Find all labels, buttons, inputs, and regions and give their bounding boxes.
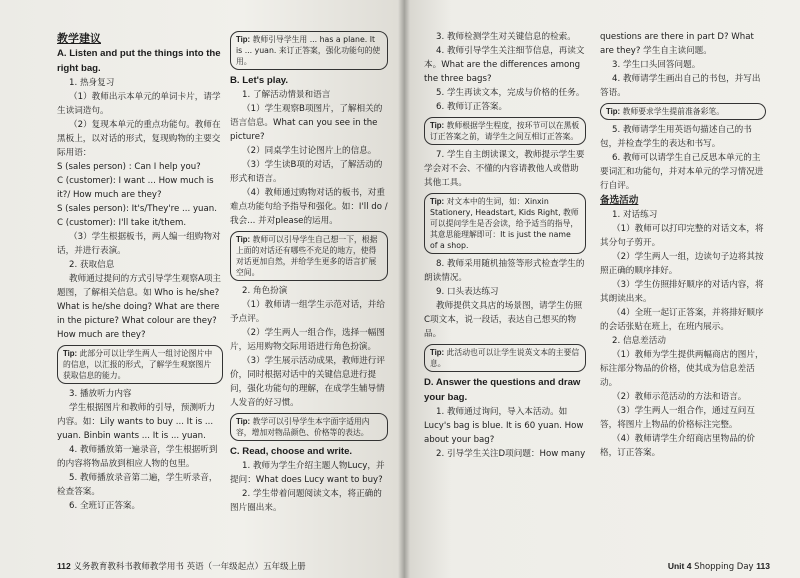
paragraph: 2. 引导学生关注D项问题：How many (436, 449, 586, 459)
dialogue-line: C (customer): I'll take it/them. (57, 218, 187, 228)
paragraph: （2）同桌学生讨论图片上的信息。 (242, 146, 377, 156)
tip-box (57, 345, 223, 384)
tip-label: Tip: (606, 107, 621, 116)
paragraph: 1. 教师为学生介绍主题人物Lucy，并提问：What does Lucy want to buy? (230, 461, 385, 485)
paragraph: （2）教师示范活动的方法和语言。 (612, 392, 747, 402)
paragraph: （1）教师出示本单元的单词卡片，请学生读词造句。 (57, 92, 221, 116)
tip-label: Tip: (430, 197, 445, 206)
paragraph: （4）教师请学生介绍商店里物品的价格，订正答案。 (600, 434, 755, 458)
section-c-heading: C. Read, choose and write. (230, 446, 353, 457)
tip-label: Tip: (63, 349, 78, 358)
dialogue-line: S (sales person) : Can I help you? (57, 162, 201, 172)
paragraph: （2）复现本单元的重点功能句。教师在黑板上，以对话的形式，复现购物的主要交际用语： (57, 120, 221, 158)
left-column-1 (57, 32, 223, 513)
tip-label: Tip: (430, 348, 445, 357)
unit-title: Shopping Day (694, 562, 754, 572)
paragraph: 1. 教师通过询问，导入本活动。如 Lucy's bag is blue. It is 60 yuan. How about your bag? (424, 407, 584, 445)
right-page (404, 0, 800, 578)
paragraph: （3）学生展示活动成果，教师进行评价，同时根据对话中的关键信息进行提问，强化功能句的理解，在成学生辅导情人发音的好习惯。 (230, 356, 385, 408)
paragraph: 1. 了解活动情景和语言 (242, 90, 331, 100)
section-b-heading: B. Let's play. (230, 75, 289, 86)
section-d-heading: D. Answer the questions and draw your bag. (424, 377, 581, 403)
right-column-2 (600, 30, 766, 460)
paragraph: （1）教师为学生提供两幅商店的图片，标注部分物品的价格，使其成为信息差活动。 (600, 350, 764, 388)
paragraph: （3）学生两人一组合作，通过互问互答，将图片上物品的价格标注完整。 (600, 406, 755, 430)
book-title: 义务教育教科书教师教学用书 英语（一年级起点）五年级上册 (73, 562, 306, 572)
tip-box (424, 344, 586, 372)
paragraph: 5. 教师请学生用英语句描述自己的书包，并检查学生的表达和书写。 (600, 125, 752, 149)
paragraph: 2. 学生带着问题阅读文本，将正确的图片圈出来。 (230, 489, 382, 513)
section-a-heading: A. Listen and put the things into the right bag. (57, 48, 221, 74)
paragraph: （4）教师通过购物对话的板书，对重难点功能句给予指导和强化。如：I'll do / 我会... 并对please的运用。 (230, 188, 388, 226)
paragraph: （2）学生两人一组合作，选择一幅图片，运用购物交际用语进行角色扮演。 (230, 328, 385, 352)
paragraph: 9. 口头表达练习 (436, 287, 499, 297)
tip-text: 教师要求学生提前准备彩笔。 (622, 107, 724, 116)
paragraph: 4. 教师播放第一遍录音，学生根据听到的内容将物品放到相应人物的包里。 (57, 445, 218, 469)
tip-text: 教师根据学生程度，按环节可以在黑板订正答案之前，请学生之间互相订正答案。 (430, 121, 580, 141)
paragraph: 1. 对话练习 (612, 210, 658, 220)
tip-box (230, 31, 388, 70)
left-column-2 (230, 28, 388, 515)
paragraph: 6. 全班订正答案。 (69, 501, 141, 511)
book-spine-shadow (398, 0, 410, 578)
paragraph: 4. 教师请学生画出自己的书包，并写出答语。 (600, 74, 761, 98)
tip-text: 此部分可以让学生两人一组讨论图片中的信息，以汇报的形式，了解学生观察图片获取信息的能力。 (63, 349, 213, 380)
alternative-activities-heading: 备选活动 (600, 195, 639, 206)
tip-box (424, 193, 586, 254)
paragraph: （2）学生两人一组，边读句子边将其按照正确的顺序排好。 (600, 252, 764, 276)
tip-box (230, 413, 388, 441)
paragraph: 6. 教师可以请学生自己反思本单元的主要词汇和功能句，并对本单元的学习情况进行自评。 (600, 153, 764, 191)
tip-box (424, 117, 586, 145)
tip-text: 教师可以引导学生自己想一下，根据上面的对话还有哪些不充足的地方，使得对话更加自然，并给学生更多的语言扩展空间。 (236, 235, 378, 277)
paragraph: 学生根据图片和教师的引导，预测听力内容。如：Lily wants to buy ... It is ... yuan. Binbin wants ... It is ... yuan. (57, 403, 216, 441)
paragraph: 8. 教师采用随机抽签等形式检查学生的朗读情况。 (424, 259, 585, 283)
paragraph: 3. 学生口头回答问题。 (612, 60, 701, 70)
paragraph: 2. 获取信息 (69, 260, 115, 270)
paragraph: （1）学生观察B项图片，了解相关的语言信息。What can you see in the picture? (230, 104, 383, 142)
paragraph: 4. 教师引导学生关注细节信息，再读文本。What are the differences among the three bags? (424, 46, 585, 84)
paragraph: 2. 信息差活动 (612, 336, 666, 346)
paragraph: 3. 教师检测学生对关键信息的检索。 (436, 32, 576, 42)
unit-label: Unit 4 (667, 561, 692, 571)
left-page-footer (57, 560, 306, 572)
paragraph: （3）学生仿照排好顺序的对话内容，将其朗读出来。 (600, 280, 764, 304)
page-number: 113 (756, 561, 770, 571)
paragraph: （3）学生根据板书，两人编一组购物对话，并进行表演。 (57, 232, 221, 256)
paragraph: （1）教师可以打印完整的对话文本，将其分句子剪开。 (600, 224, 764, 248)
tip-text: 对文本中的生词，如：Xinxin Stationery, Headstart, Kids Right, 教师可以提问学生是否会读，给予适当的指导，其意思能理解即可：It is just the name of a shop. (430, 197, 579, 250)
paragraph: 教师提供文具店的场景图，请学生仿照C项文本，说一段话，表达自己想买的物品。 (424, 301, 583, 339)
tip-text: 教学可以引导学生本字面字适用内容，增加对物品颜色、价格等的表达。 (236, 417, 370, 437)
tip-box (600, 103, 766, 120)
paragraph: 3. 播放听力内容 (69, 389, 132, 399)
dialogue-line: C (customer): I want ... How much is it?/ How much are they? (57, 176, 214, 200)
paragraph: 5. 学生再读文本，完成与价格的任务。 (436, 88, 585, 98)
paragraph: 7. 学生自主朗读课文，教师提示学生要学会对不会、不懂的内容请教他人或借助其他工具。 (424, 150, 585, 188)
page-number: 112 (57, 561, 71, 571)
teaching-suggestions-heading: 教学建议 (57, 33, 101, 45)
dialogue-line: S (sales person): It's/They're ... yuan. (57, 204, 217, 214)
paragraph: 5. 教师播放录音第二遍，学生听录音，检查答案。 (57, 473, 218, 497)
tip-label: Tip: (430, 121, 445, 130)
tip-label: Tip: (236, 235, 251, 244)
tip-text: 教师引导学生用 ... has a plane. It is ... yuan. 来订正答案，强化功能句的使用。 (236, 35, 381, 66)
tip-label: Tip: (236, 417, 251, 426)
paragraph: （1）教师请一组学生示范对话，并给予点评。 (230, 300, 385, 324)
tip-box (230, 231, 388, 281)
right-page-footer (668, 561, 770, 572)
paragraph: 1. 热身复习 (69, 78, 115, 88)
paragraph: 6. 教师订正答案。 (436, 102, 508, 112)
paragraph: 2. 角色扮演 (242, 286, 288, 296)
paragraph: 教师通过提问的方式引导学生观察A项主题图，了解相关信息。如 Who is he/she? What is he/she doing? What are there in the picture? What colour are they? How much are they? (57, 274, 222, 340)
tip-label: Tip: (236, 35, 251, 44)
paragraph: （3）学生读B项的对话，了解活动的形式和语言。 (230, 160, 383, 184)
paragraph: questions are there in part D? What are they? 学生自主读问题。 (600, 32, 754, 56)
right-column-1 (424, 30, 586, 461)
paragraph: （4）全班一起订正答案，并将排好顺序的会话张贴在班上，在班内展示。 (600, 308, 764, 332)
tip-text: 此活动也可以让学生说英文本的主要信息。 (430, 348, 580, 368)
